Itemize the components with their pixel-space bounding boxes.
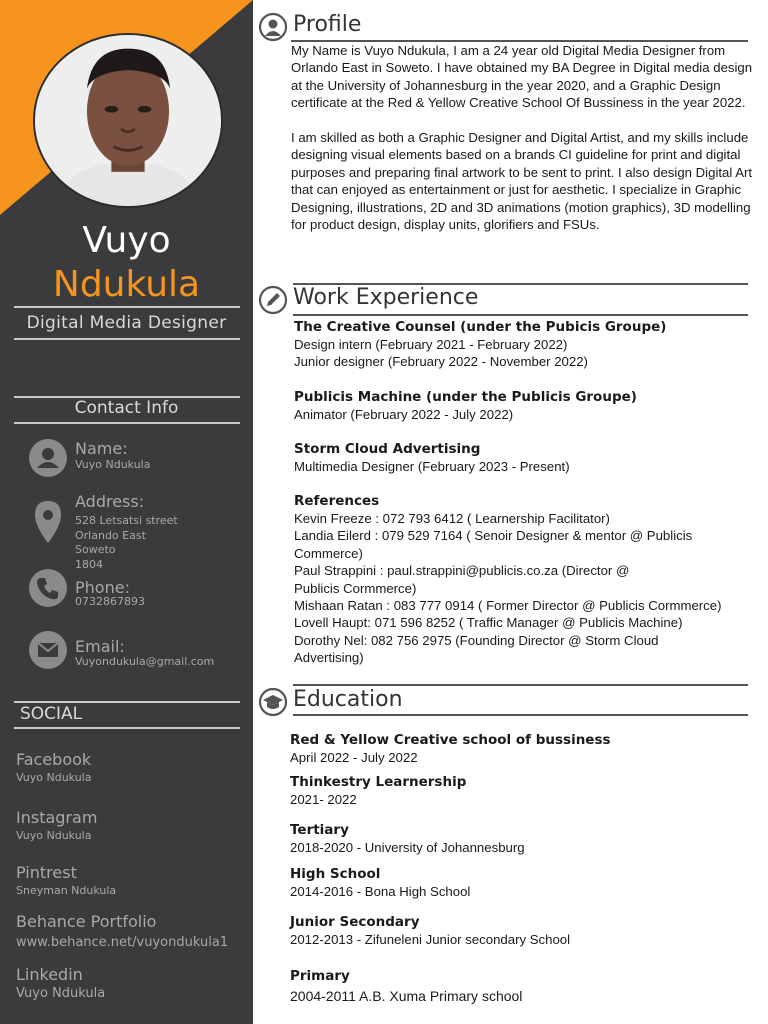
job-title: Digital Media Designer xyxy=(26,313,227,333)
education-detail: 2014-2016 - Bona High School xyxy=(290,884,471,899)
education-detail: April 2022 - July 2022 xyxy=(290,750,418,765)
address-line: 1804 xyxy=(75,557,103,571)
profile-photo-illustration xyxy=(35,35,221,206)
address-line: Orlando East xyxy=(75,528,146,542)
education-detail: 2018-2020 - University of Johannesburg xyxy=(290,840,525,855)
social-heading: SOCIAL xyxy=(20,704,83,724)
phone-label: Phone: xyxy=(75,578,130,597)
social-linkedin-label: Linkedin xyxy=(16,965,83,984)
divider xyxy=(14,727,240,729)
social-facebook-handle: Vuyo Ndukula xyxy=(16,771,92,784)
education-institution: Red & Yellow Creative school of bussiness xyxy=(290,732,611,748)
divider xyxy=(14,422,240,424)
education-detail: 2021- 2022 xyxy=(290,792,357,807)
reference-line: Mishaan Ratan : 083 777 0914 ( Former Director @ Publicis Cormmerce) xyxy=(294,598,722,614)
education-entry xyxy=(290,967,760,1005)
job-entry xyxy=(294,440,764,475)
education-institution: Junior Secondary xyxy=(290,914,420,930)
last-name: Ndukula xyxy=(52,264,201,305)
social-linkedin-handle: Vuyo Ndukula xyxy=(16,986,106,1001)
address-value xyxy=(75,514,178,572)
job-company: Publicis Machine (under the Publicis Groupe) xyxy=(294,389,637,405)
reference-line: Advertising) xyxy=(294,650,364,666)
job-entry xyxy=(294,388,764,423)
social-facebook-label: Facebook xyxy=(16,750,92,769)
name-value: Vuyo Ndukula xyxy=(75,458,151,471)
social-instagram-handle: Vuyo Ndukula xyxy=(16,829,92,842)
reference-line: Landia Eilerd : 079 529 7164 ( Senoir Designer & mentor @ Publicis xyxy=(294,528,693,544)
divider xyxy=(14,306,240,308)
location-pin-icon xyxy=(33,500,63,544)
contact-heading: Contact Info xyxy=(74,398,179,418)
references-title: References xyxy=(294,493,380,509)
graduation-cap-icon xyxy=(258,687,288,717)
main-content xyxy=(253,0,768,1024)
address-line: Soweto xyxy=(75,543,116,556)
phone-value: 0732867893 xyxy=(75,595,145,608)
education-institution: Thinkestry Learnership xyxy=(290,774,467,790)
email-label: Email: xyxy=(75,637,125,656)
first-name: Vuyo xyxy=(82,220,171,261)
profile-paragraph: My Name is Vuyo Ndukula, I am a 24 year old Digital Media Designer from Orlando East in Soweto. I have obtained my BA Degree in Digital media design at the University of Johannesburg in the year 2020, and a Graphic Design certificate at the Red & Yellow Creative School Of Bussiness in the year 2022. xyxy=(291,43,753,111)
profile-paragraph: I am skilled as both a Graphic Designer and Digital Artist, and my skills include designing visual elements based on a brands CI guideline for print and digital purposes and preparing final artwork to be sent to print. I also design Digital Art that can enjoyed as entertainment or just for aesthetic. I specialize in Graphic Designing, illustrations, 2D and 3D animations (motion graphics), 3D modelling for product design, display units, glorifiers and FSUs. xyxy=(291,130,753,233)
education-institution: Tertiary xyxy=(290,822,349,838)
address-label: Address: xyxy=(75,492,145,511)
reference-line: Kevin Freeze : 072 793 6412 ( Learnership Facilitator) xyxy=(294,511,610,526)
email-icon xyxy=(29,631,67,669)
name-label: Name: xyxy=(75,439,128,458)
education-entry xyxy=(290,773,760,808)
section-underline xyxy=(293,714,748,716)
work-experience-title: Work Experience xyxy=(293,285,479,310)
address-line: 528 Letsatsi street xyxy=(75,514,178,527)
divider xyxy=(14,701,240,703)
reference-line: Publicis Cormmerce) xyxy=(294,580,417,596)
social-instagram-label: Instagram xyxy=(16,808,98,827)
job-company: Storm Cloud Advertising xyxy=(294,441,481,457)
education-detail: 2004-2011 A.B. Xuma Primary school xyxy=(290,988,523,1004)
education-institution: Primary xyxy=(290,968,350,984)
sidebar xyxy=(0,0,253,1024)
education-entry xyxy=(290,913,760,948)
profile-section-icon xyxy=(258,12,288,42)
user-icon xyxy=(29,439,67,477)
section-underline xyxy=(293,314,748,316)
social-pintrest-label: Pintrest xyxy=(16,863,77,882)
divider xyxy=(14,338,240,340)
profile-photo xyxy=(33,33,223,208)
job-role: Animator (February 2022 - July 2022) xyxy=(294,407,514,422)
job-role: Multimedia Designer (February 2023 - Present) xyxy=(294,459,570,474)
reference-line: Dorothy Nel: 082 756 2975 (Founding Director @ Storm Cloud xyxy=(294,632,659,648)
social-behance-link[interactable]: www.behance.net/vuyondukula1 xyxy=(16,935,229,950)
references xyxy=(294,492,764,667)
job-entry xyxy=(294,318,764,371)
education-institution: High School xyxy=(290,866,381,882)
pencil-icon xyxy=(258,285,288,315)
education-entry xyxy=(290,731,760,766)
job-company: The Creative Counsel (under the Pubicis Groupe) xyxy=(294,319,667,335)
phone-icon xyxy=(29,569,67,607)
education-title: Education xyxy=(293,687,403,712)
reference-line: Commerce) xyxy=(294,545,363,561)
reference-line: Lovell Haupt: 071 596 8252 ( Traffic Manager @ Publicis Machine) xyxy=(294,615,683,631)
reference-line: Paul Strappini : paul.strappini@publicis.co.za (Director @ xyxy=(294,563,630,579)
education-detail: 2012-2013 - Zifuneleni Junior secondary School xyxy=(290,932,571,947)
section-overline xyxy=(293,684,748,686)
profile-title: Profile xyxy=(293,12,362,37)
education-entry xyxy=(290,865,760,900)
email-value: Vuyondukula@gmail.com xyxy=(75,655,215,668)
profile-text xyxy=(291,42,756,233)
social-behance-label: Behance Portfolio xyxy=(16,912,157,931)
job-role: Design intern (February 2021 - February 2022) xyxy=(294,337,568,352)
job-role: Junior designer (February 2022 - November 2022) xyxy=(294,354,588,370)
social-pintrest-handle: Sneyman Ndukula xyxy=(16,884,117,897)
education-entry xyxy=(290,821,760,856)
